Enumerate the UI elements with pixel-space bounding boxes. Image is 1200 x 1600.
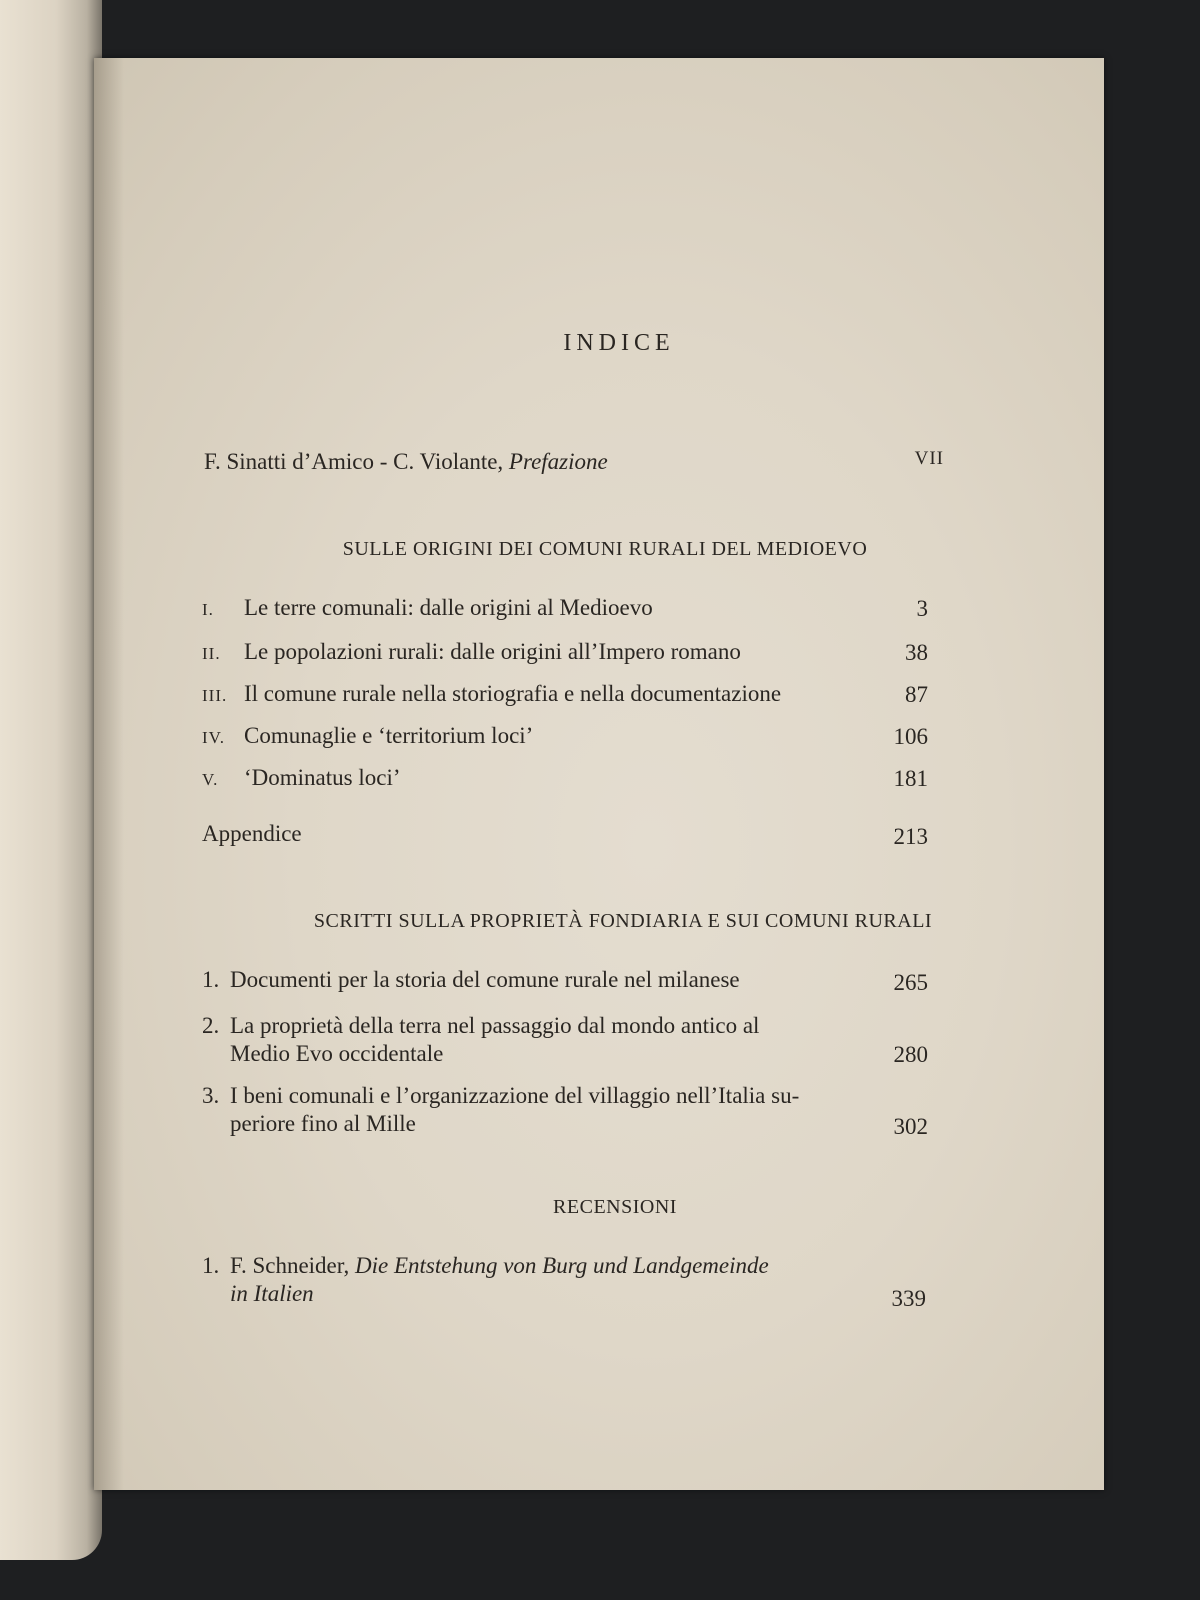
chapter-title: Il comune rurale nella storiografia e nella documentazione	[244, 681, 782, 706]
section-heading-origini: SULLE ORIGINI DEI COMUNI RURALI DEL MEDIOEVO	[342, 538, 868, 560]
preface-page: VII	[914, 448, 944, 469]
toc-entry	[202, 1252, 769, 1308]
review-title-continued: in Italien	[230, 1281, 314, 1306]
review-title: Die Entstehung von Burg und Landgemeinde	[355, 1253, 769, 1278]
item-title: I beni comunali e l’organizzazione del villaggio nell’Italia su-	[230, 1083, 800, 1108]
review-author: F. Schneider,	[230, 1253, 355, 1278]
toc-entry	[202, 1012, 759, 1068]
toc-entry	[202, 764, 401, 794]
chapter-title: Le terre comunali: dalle origini al Medioevo	[244, 595, 653, 620]
toc-entry	[202, 594, 653, 624]
preface-title: Prefazione	[508, 449, 608, 474]
chapter-page: 38	[905, 640, 928, 665]
appendix-label: Appendice	[202, 821, 302, 846]
item-page: 265	[893, 970, 928, 995]
toc-entry	[202, 722, 533, 752]
chapter-title: Le popolazioni rurali: dalle origini all’Impero romano	[244, 639, 741, 664]
chapter-number: IV.	[202, 728, 225, 747]
chapter-number: I.	[202, 600, 214, 619]
chapter-number: V.	[202, 770, 219, 789]
item-page: 339	[891, 1286, 926, 1311]
book-page	[94, 58, 1104, 1490]
item-title: Documenti per la storia del comune rurale nel milanese	[230, 967, 740, 992]
chapter-number: II.	[202, 644, 221, 663]
chapter-page: 181	[893, 766, 928, 791]
section-heading-scritti: SCRITTI SULLA PROPRIETÀ FONDIARIA E SUI COMUNI RURALI	[313, 910, 933, 932]
toc-entry	[202, 680, 781, 710]
toc-entry	[202, 966, 740, 994]
facing-page-edge	[0, 0, 102, 1560]
item-title-continued: periore fino al Mille	[230, 1111, 416, 1136]
chapter-title: ‘Dominatus loci’	[244, 765, 401, 790]
item-page: 280	[893, 1042, 928, 1067]
item-number: 1.	[202, 1253, 220, 1278]
appendix-page: 213	[893, 824, 928, 849]
section-heading-recensioni: RECENSIONI	[553, 1196, 677, 1218]
page-title: INDICE	[563, 330, 675, 356]
chapter-number: III.	[202, 686, 228, 705]
chapter-page: 3	[916, 596, 928, 621]
preface-entry	[204, 448, 608, 476]
chapter-page: 106	[893, 724, 928, 749]
item-title: La proprietà della terra nel passaggio dal mondo antico al	[230, 1013, 760, 1038]
table-of-contents	[94, 58, 1104, 1490]
toc-entry	[202, 1082, 799, 1138]
item-number: 1.	[202, 967, 220, 992]
item-page: 302	[893, 1114, 928, 1139]
preface-authors: F. Sinatti d’Amico - C. Violante,	[204, 449, 509, 474]
toc-entry	[202, 638, 741, 668]
item-number: 3.	[202, 1083, 220, 1108]
item-number: 2.	[202, 1013, 220, 1038]
chapter-page: 87	[905, 682, 928, 707]
item-title-continued: Medio Evo occidentale	[230, 1041, 444, 1066]
chapter-title: Comunaglie e ‘territorium loci’	[244, 723, 534, 748]
appendix-entry	[202, 820, 302, 848]
